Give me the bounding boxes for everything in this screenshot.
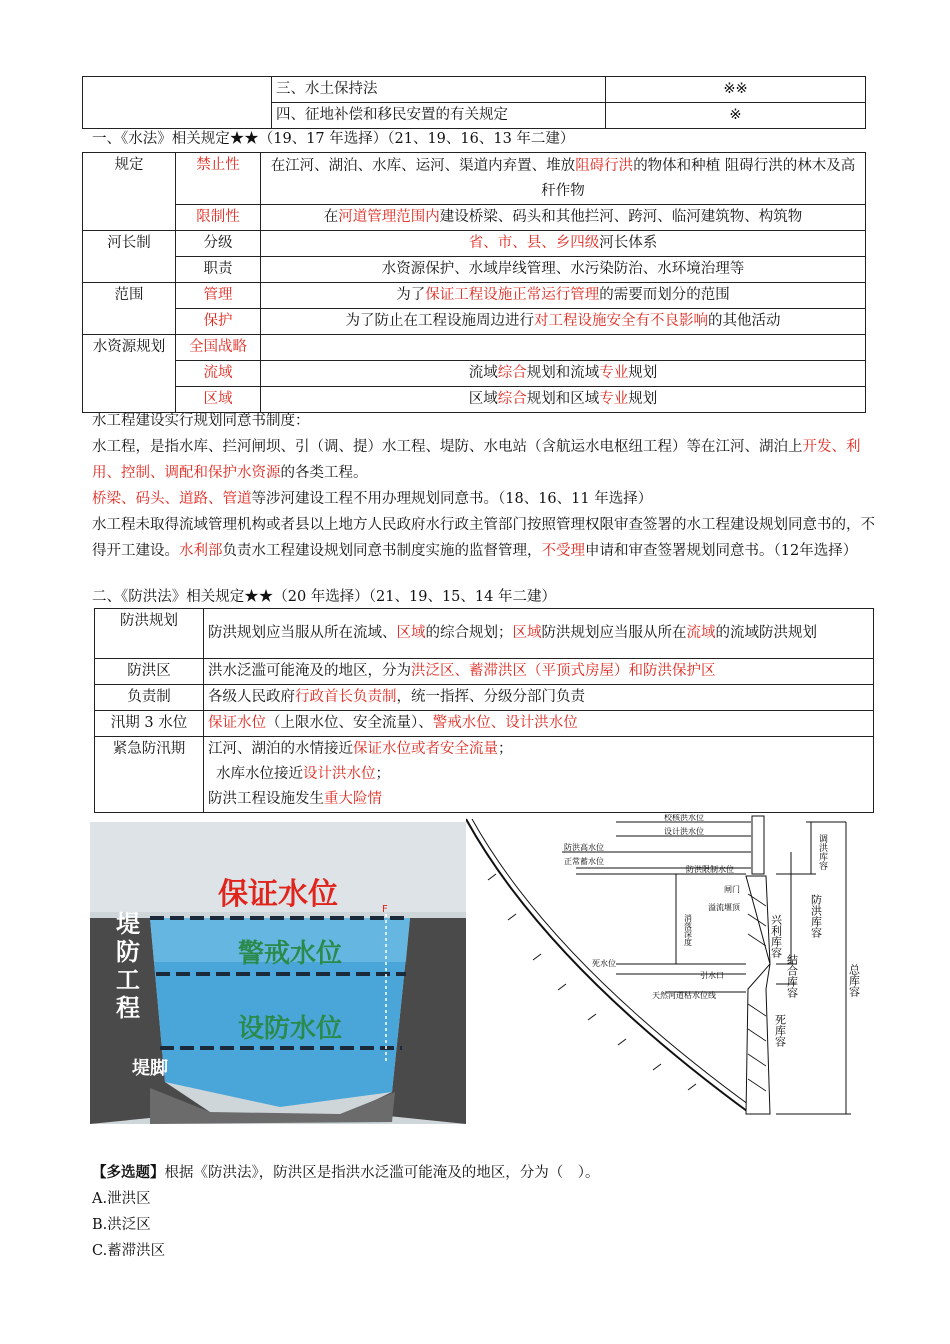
p3-highlight: 桥梁、码头、道路、管道 <box>92 491 252 507</box>
body-text: 建设桥梁、码头和其他拦河、跨河、临河建筑物、构筑物 <box>439 209 803 225</box>
p4-text-3: 申请和审查签署规划同意书。（12年选择） <box>585 543 858 559</box>
highlight-text: 区域 <box>512 625 542 641</box>
wl-sub: 限制性 <box>176 205 261 231</box>
wl-content <box>261 283 866 309</box>
wl-content <box>261 231 866 257</box>
body-text: ，统一指挥、分级分部门负责 <box>396 689 585 705</box>
label-intake: 引水口 <box>700 971 724 980</box>
wl-cat: 水资源规划 <box>83 335 176 413</box>
fl-emergency-content <box>204 737 874 813</box>
highlight-text: 省、市、县、乡四级 <box>468 235 600 251</box>
highlight-text: 专业 <box>599 391 629 407</box>
wl-content <box>261 153 866 205</box>
body-text: 各级人民政府 <box>208 689 295 705</box>
highlight-text: 对工程设施安全有不良影响 <box>534 313 708 329</box>
wl-sub: 分级 <box>176 231 261 257</box>
label-warning-level: 警戒水位 <box>237 939 343 969</box>
top-table <box>82 76 866 129</box>
highlight-text: 阻碍行洪 <box>575 157 634 174</box>
body-text: 规划 <box>628 391 658 407</box>
highlight-text: 综合 <box>497 391 527 407</box>
body-text: （上限水位、安全流量）、 <box>266 715 433 731</box>
p2-highlight: 开发、利用、控制、调配和保护水资源 <box>92 439 861 481</box>
p4-text: 水工程未取得流域管理机构或者县以上地方人民政府水行政主管部门按照管理权限审查签署的水工程建设规划同意书的，不得开工建设。 <box>92 517 875 559</box>
top-table-stars: ※ <box>606 103 866 129</box>
label-total-storage: 总库容 <box>847 964 861 997</box>
body-text: 规划和流域 <box>526 365 600 381</box>
label-beneficial: 兴利库容 <box>769 914 783 958</box>
paragraph-1: 水工程建设实行规划同意书制度： <box>92 413 310 429</box>
label-normal-storage: 正常蓄水位 <box>564 857 604 866</box>
question-stem <box>92 1160 600 1186</box>
fl-cat: 紧急防汛期 <box>95 737 204 813</box>
label-flood-high: 防洪高水位 <box>564 843 604 852</box>
paragraph-4 <box>92 512 882 564</box>
p4-text-2: 负责水工程建设规划同意书制度实施的监督管理， <box>222 543 542 559</box>
fl-cat: 防洪规划 <box>95 609 204 659</box>
wl-cat: 河长制 <box>83 231 176 283</box>
wl-cat: 范围 <box>83 283 176 335</box>
fl-cat: 防洪区 <box>95 659 204 685</box>
body-text: 河长体系 <box>599 235 658 251</box>
label-dead-storage: 死库容 <box>773 1014 787 1047</box>
body-text: 的需要而划分的范围 <box>599 287 730 303</box>
water-level-figure <box>90 822 466 1124</box>
reservoir-figure <box>466 814 874 1124</box>
body-text: 规划和区域 <box>526 391 600 407</box>
emergency-line-2: 水库水位接近设计洪水位； <box>216 766 390 782</box>
wl-content <box>261 361 866 387</box>
fl-content <box>204 659 874 685</box>
option-a[interactable]: A.泄洪区 <box>92 1191 151 1207</box>
fl-content <box>204 685 874 711</box>
emergency-line-3: 防洪工程设施发生重大险情 <box>208 791 382 807</box>
body-text: 在江河、湖泊、水库、运河、渠道内弃置、堆放 <box>270 157 576 174</box>
wl-sub: 职责 <box>176 257 261 283</box>
label-flood-limit: 防洪限制水位 <box>686 865 734 874</box>
flood-law-heading: 二、《防洪法》相关规定★★（20 年选择）（21、19、15、14 年二建） <box>92 589 556 605</box>
top-table-stars: ※※ <box>606 77 866 103</box>
label-drawdown: 消落深度 <box>683 914 693 946</box>
label-dike-toe: 堤脚 <box>132 1058 168 1079</box>
wl-sub: 管理 <box>176 283 261 309</box>
water-law-table <box>82 152 866 413</box>
body-text: 为了 <box>396 287 426 303</box>
top-table-item: 四、征地补偿和移民安置的有关规定 <box>272 103 606 129</box>
option-b[interactable]: B.洪泛区 <box>92 1217 151 1233</box>
wl-sub: 保护 <box>176 309 261 335</box>
label-gate: 闸门 <box>724 885 740 894</box>
question-text: 根据《防洪法》，防洪区是指洪水泛滥可能淹及的地区，分为（ ）。 <box>164 1165 600 1181</box>
wl-sub: 流域 <box>176 361 261 387</box>
body-text: 洪水泛滥可能淹及的地区，分为 <box>208 663 411 679</box>
wl-content <box>261 257 866 283</box>
mark-f: F <box>382 904 388 915</box>
option-c[interactable]: C.蓄滞洪区 <box>92 1243 166 1259</box>
wl-sub: 全国战略 <box>176 335 261 361</box>
wl-content <box>261 335 866 361</box>
wl-sub: 禁止性 <box>176 153 261 205</box>
body-text: 的物体和种植 阻碍行洪的林木及高秆作物 <box>541 157 856 199</box>
paragraph-3 <box>92 486 882 512</box>
label-check-flood: 校核洪水位 <box>664 814 704 822</box>
body-text: 规划 <box>628 365 658 381</box>
highlight-text: 专业 <box>599 365 629 381</box>
body-text: 防洪规划应当服从所在 <box>541 625 687 641</box>
label-design-flood: 设计洪水位 <box>664 827 704 836</box>
highlight-text: 保证工程设施正常运行管理 <box>425 287 600 303</box>
p2-text: 水工程，是指水库、拦河闸坝、引（调、提）水工程、堤防、水电站（含航运水电枢纽工程）等在江河、湖泊上 <box>92 439 803 455</box>
body-text: 水资源保护、水域岸线管理、水污染防治、水环境治理等 <box>381 261 745 277</box>
p4-highlight-2: 不受理 <box>541 543 585 559</box>
wl-content <box>261 205 866 231</box>
label-flood-control: 防洪库容 <box>809 894 823 938</box>
highlight-text: 流域 <box>686 625 716 641</box>
highlight-text: 区域 <box>396 625 426 641</box>
wl-sub: 区域 <box>176 387 261 413</box>
body-text: 区域 <box>468 391 498 407</box>
paragraph-2 <box>92 434 882 486</box>
fl-content <box>204 711 874 737</box>
highlight-text: 洪泛区、蓄滞洪区（平顶式房屋）和防洪保护区 <box>411 663 716 679</box>
wl-content <box>261 309 866 335</box>
label-dike: 堤防工程 <box>116 910 140 1022</box>
top-table-item: 三、水土保持法 <box>272 77 606 103</box>
label-weir-crest: 溢流堰顶 <box>708 903 740 912</box>
body-text: 的其他活动 <box>708 313 781 329</box>
body-text: 为了防止在工程设施周边进行 <box>345 313 534 329</box>
flood-law-table <box>94 608 874 813</box>
fl-content <box>204 609 874 659</box>
p2-text-end: 的各类工程。 <box>280 465 368 481</box>
label-dead-level: 死水位 <box>592 959 616 968</box>
body-text: 的综合规划； <box>425 625 513 641</box>
wl-cat: 规定 <box>83 153 176 231</box>
highlight-text: 河道管理范围内 <box>338 209 440 225</box>
highlight-text: 警戒水位、设计洪水位 <box>432 715 578 731</box>
p3-text: 等涉河建设工程不用办理规划同意书。（18、16、11 年选择） <box>251 491 653 507</box>
body-text: 的流域防洪规划 <box>715 625 817 641</box>
highlight-text: 保证水位 <box>208 715 266 731</box>
emergency-line-1: 江河、湖泊的水情接近保证水位或者安全流量； <box>208 741 513 757</box>
label-natural-low: 天然河道枯水位线 <box>652 991 716 1000</box>
label-combined: 结合库容 <box>785 954 799 998</box>
question-type: 【多选题】 <box>92 1164 165 1181</box>
fl-cat: 负责制 <box>95 685 204 711</box>
label-defense-level: 设防水位 <box>237 1014 343 1044</box>
fl-cat: 汛期 3 水位 <box>95 711 204 737</box>
water-law-heading: 一、《水法》相关规定★★（19、17 年选择）（21、19、16、13 年二建） <box>92 131 575 147</box>
label-flood-regulation: 调洪库容 <box>817 834 827 870</box>
highlight-text: 综合 <box>497 365 527 381</box>
p4-highlight-1: 水利部 <box>179 543 223 559</box>
label-guarantee-level: 保证水位 <box>218 877 338 912</box>
highlight-text: 行政首长负责制 <box>295 689 397 705</box>
top-table-empty-cell <box>83 77 272 129</box>
body-text: 防洪规划应当服从所在流域、 <box>208 625 397 641</box>
body-text: 流域 <box>468 365 498 381</box>
body-text: 在 <box>323 209 339 225</box>
